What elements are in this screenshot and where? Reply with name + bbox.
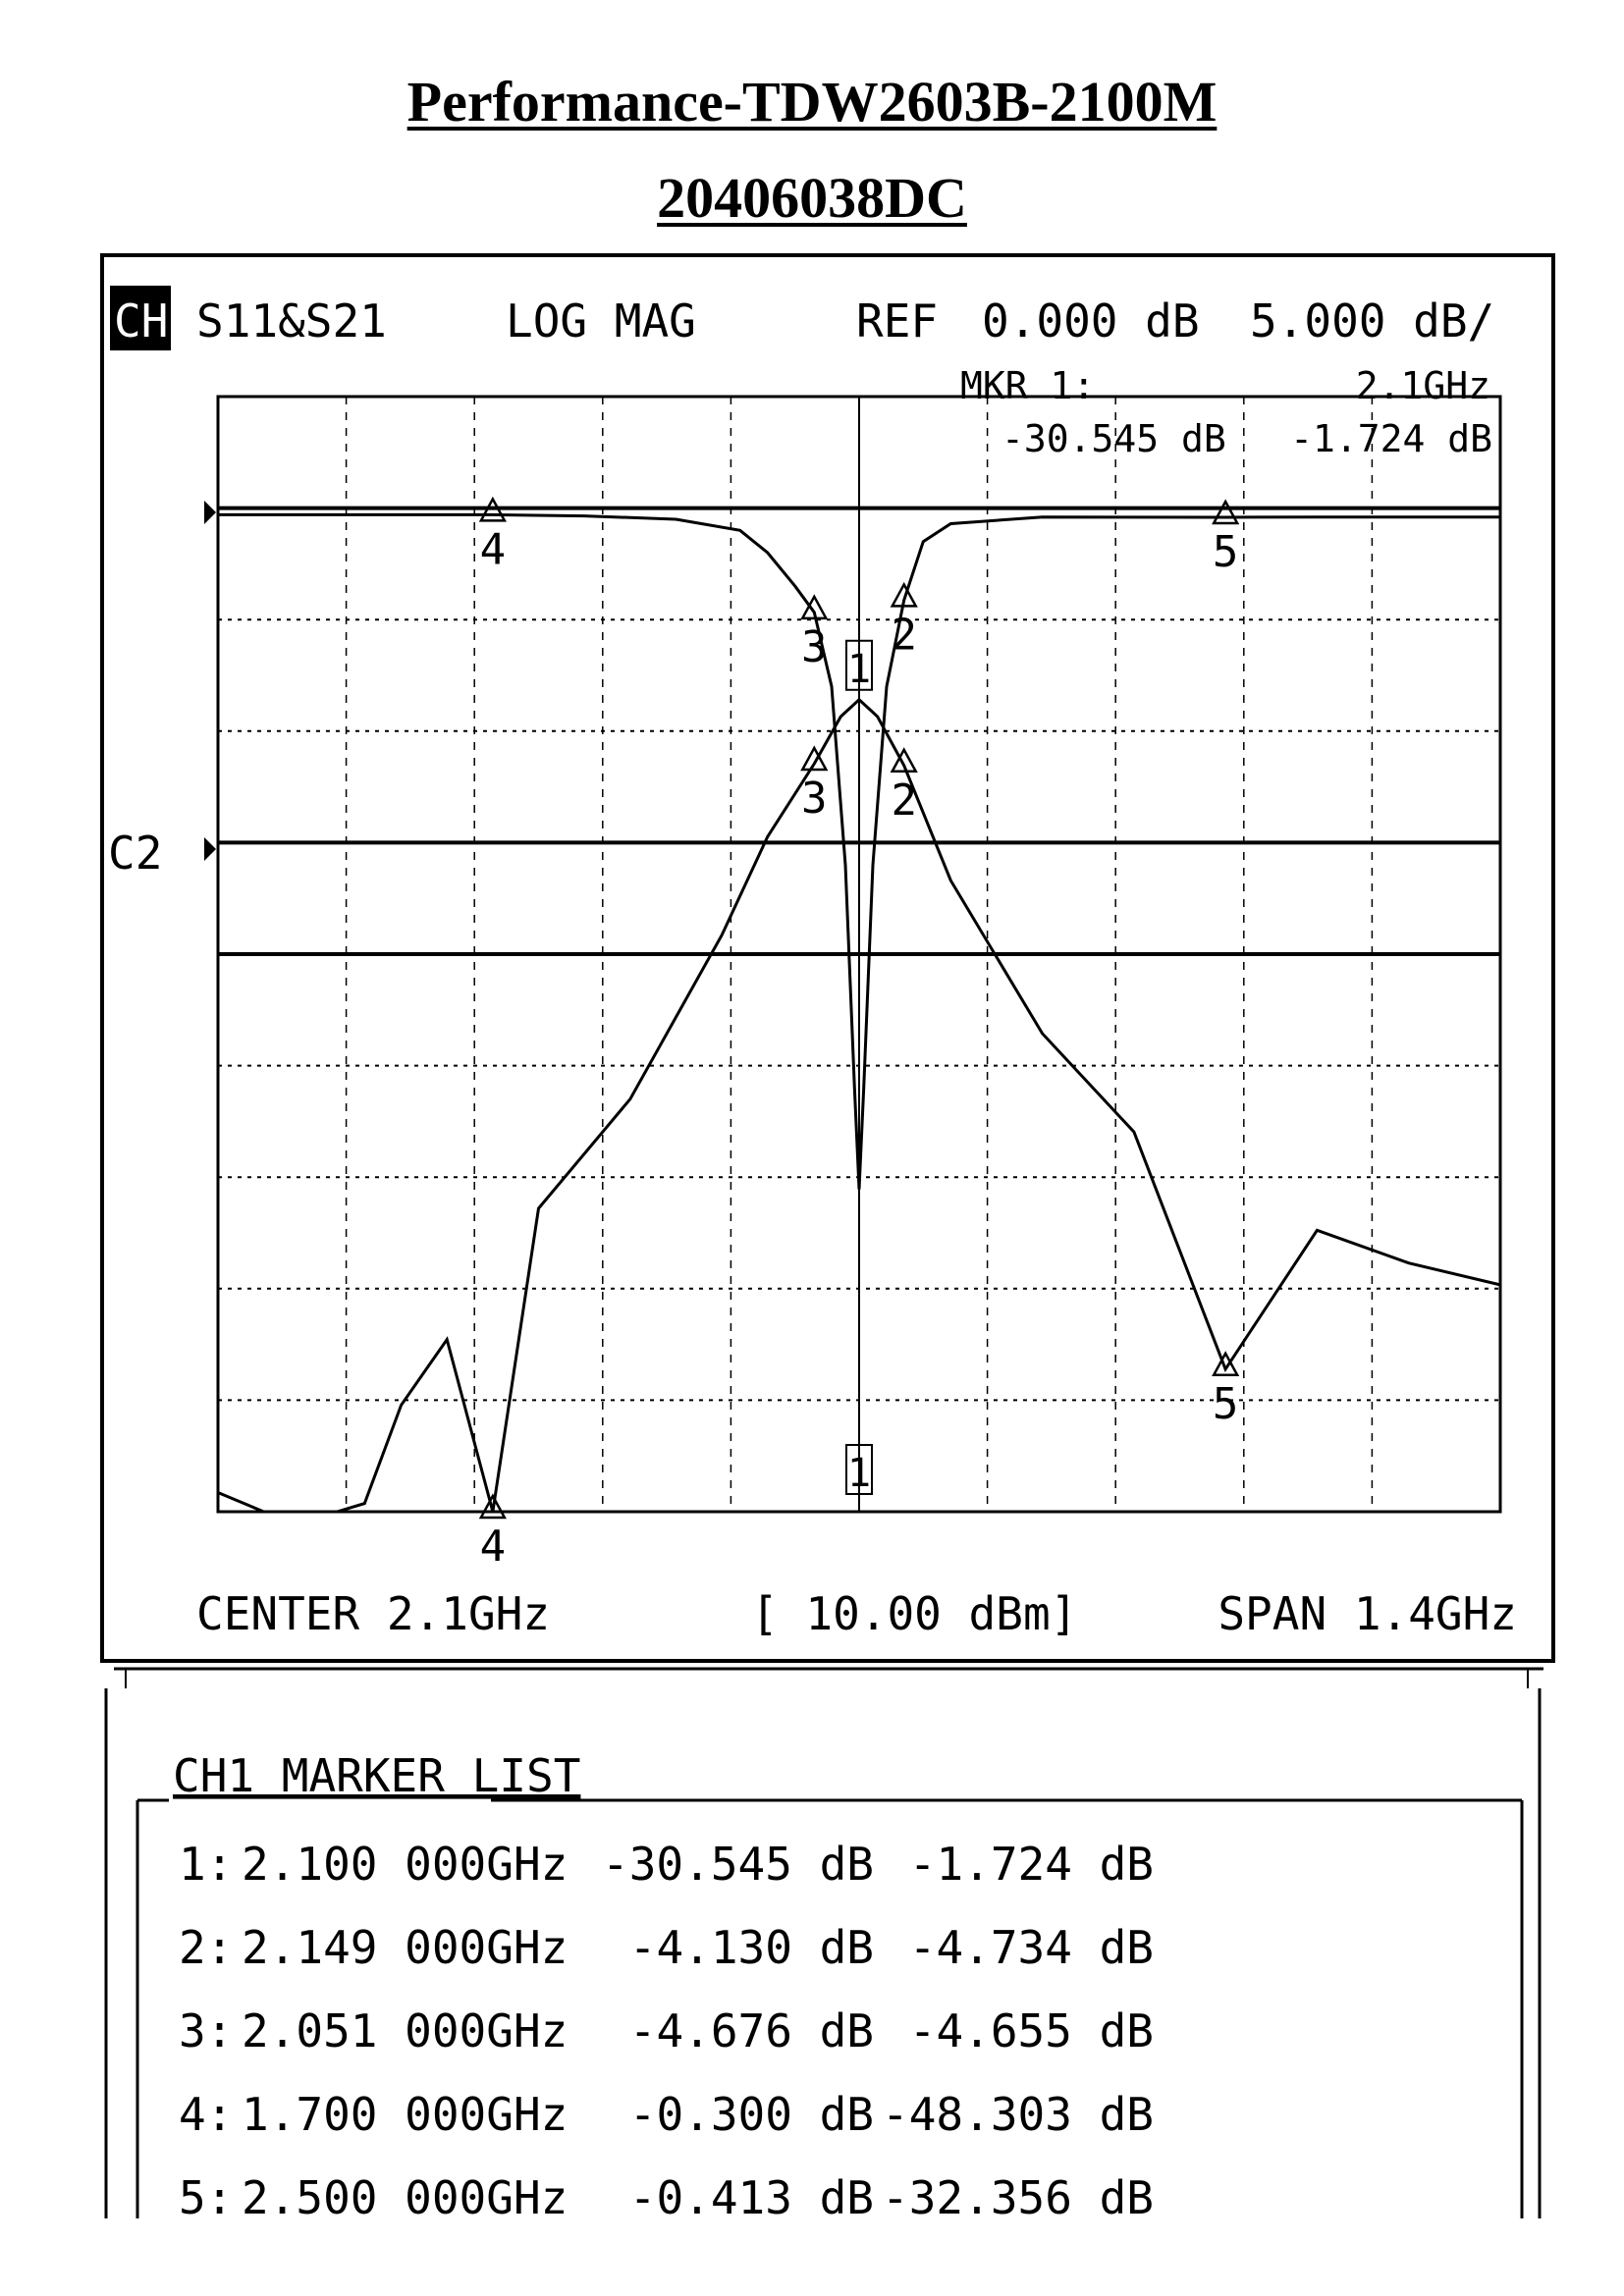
channel-label: CH1 <box>114 294 196 347</box>
ref-label: REF <box>856 294 939 347</box>
marker-row-label: 1: <box>179 1838 234 1891</box>
marker-row-freq: 2.500 000GHz <box>242 2171 568 2224</box>
marker-row-s21: -48.303 dB <box>882 2088 1154 2141</box>
marker-readout-value-a: -30.545 dB <box>1001 417 1226 460</box>
marker-readout-freq: 2.1GHz <box>1355 364 1490 407</box>
marker-row-s11: -0.300 dB <box>628 2088 874 2141</box>
marker-row-freq: 2.051 000GHz <box>242 2004 568 2057</box>
marker-2-label-s11: 2 <box>891 610 917 661</box>
span-freq: SPAN 1.4GHz <box>1218 1587 1517 1640</box>
marker-2-label-s21: 2 <box>891 774 917 826</box>
marker-list <box>179 1838 1154 2224</box>
ch2-ref-arrow <box>204 837 216 861</box>
screen-frame <box>102 255 1553 1661</box>
c2-label: C2 <box>108 827 163 880</box>
marker-row-s11: -30.545 dB <box>602 1838 874 1891</box>
format-label: LOG MAG <box>506 294 696 347</box>
marker-5-triangle-s11 <box>1214 502 1237 523</box>
ch1-ref-arrow <box>204 501 216 524</box>
center-freq: CENTER 2.1GHz <box>196 1587 551 1640</box>
marker-1-label-s11: 1 <box>846 1451 872 1496</box>
marker-1-label-s21: 1 <box>846 646 872 692</box>
marker-row-freq: 2.149 000GHz <box>242 1921 568 1974</box>
marker-5-label-s11: 5 <box>1212 526 1239 577</box>
marker-row-s21: -4.655 dB <box>908 2004 1154 2057</box>
marker-row-s21: -4.734 dB <box>908 1921 1154 1974</box>
marker-row-freq: 2.100 000GHz <box>242 1838 568 1891</box>
marker-row-s11: -0.413 dB <box>628 2171 874 2224</box>
marker-readout-label: MKR 1: <box>960 364 1096 407</box>
marker-readout-value-b: -1.724 dB <box>1290 417 1492 460</box>
marker-list-title: CH1 MARKER LIST <box>173 1749 581 1802</box>
marker-4-label-s21: 4 <box>479 1522 507 1572</box>
marker-3-label-s21: 3 <box>801 774 828 825</box>
marker-3-label-s11: 3 <box>801 621 828 672</box>
marker-row-label: 4: <box>179 2088 234 2141</box>
marker-4-label-s11: 4 <box>479 524 507 575</box>
marker-row-s11: -4.676 dB <box>628 2004 874 2057</box>
source-power: [ 10.00 dBm] <box>751 1587 1078 1640</box>
marker-row-label: 3: <box>179 2004 234 2057</box>
marker-row-s21: -1.724 dB <box>908 1838 1154 1891</box>
document-title: Performance-TDW2603B-2100M <box>406 70 1218 133</box>
graticule <box>218 397 1500 1512</box>
measurement-label: S11&S21 <box>196 294 387 347</box>
marker-row-label: 2: <box>179 1921 234 1974</box>
scale-value: 5.000 dB/ <box>1250 294 1495 347</box>
document-subtitle: 20406038DC <box>657 166 967 230</box>
ref-value: 0.000 dB <box>982 294 1200 347</box>
marker-row-s21: -32.356 dB <box>882 2171 1154 2224</box>
marker-row-s11: -4.130 dB <box>628 1921 874 1974</box>
marker-row-label: 5: <box>179 2171 234 2224</box>
marker-row-freq: 1.700 000GHz <box>242 2088 568 2141</box>
marker-5-label-s21: 5 <box>1212 1378 1239 1429</box>
